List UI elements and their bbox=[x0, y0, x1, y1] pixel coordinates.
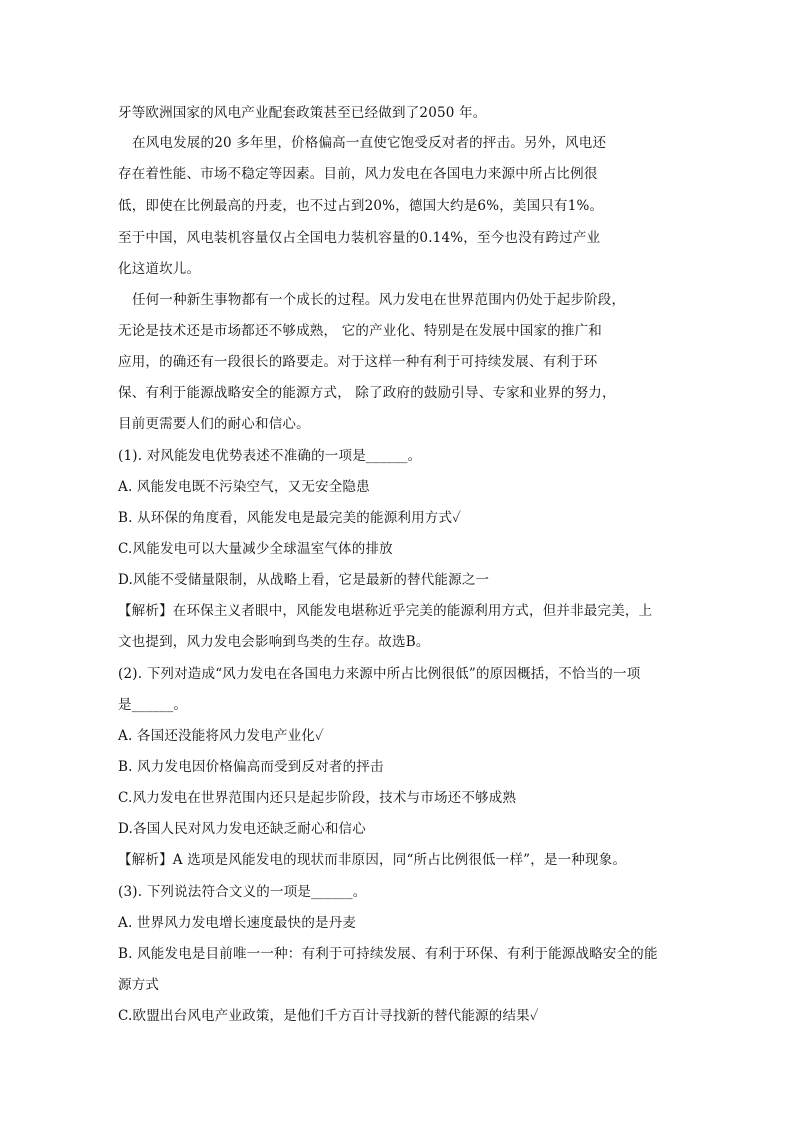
question-1-analysis: 文也提到，风力发电会影响到鸟类的生存。故选B。 bbox=[118, 634, 430, 650]
question-2-stem: (2). 下列对造成“风力发电在各国电力来源中所占比例很低”的原因概括，不恰当的一项 bbox=[118, 666, 641, 682]
question-3-option-b: 源方式 bbox=[118, 977, 160, 993]
question-1-option-b: B. 从环保的角度看，风能发电是最完美的能源利用方式✓ bbox=[118, 510, 462, 526]
question-2-analysis: 【解析】A 选项是风能发电的现状而非原因，同“所占比例很低一样”，是一种现象。 bbox=[118, 852, 627, 868]
paragraph-line: 无论是技术还是市场都还不够成熟， 它的产业化、特别是在发展中国家的推广和 bbox=[118, 323, 602, 339]
question-2-option-d: D.各国人民对风力发电还缺乏耐心和信心 bbox=[118, 821, 366, 837]
question-1-option-c: C.风能发电可以大量减少全球温室气体的排放 bbox=[118, 541, 393, 557]
paragraph-line: 目前更需要人们的耐心和信心。 bbox=[118, 416, 310, 432]
paragraph-line: 低，即使在比例最高的丹麦，也不过占到20%，德国大约是6%，美国只有1%。 bbox=[118, 198, 604, 214]
paragraph-line: 牙等欧洲国家的风电产业配套政策甚至已经做到了2050 年。 bbox=[118, 105, 487, 121]
paragraph-line: 任何一种新生事物都有一个成长的过程。风力发电在世界范围内仍处于起步阶段， bbox=[132, 292, 626, 308]
question-3-option-a: A. 世界风力发电增长速度最快的是丹麦 bbox=[118, 915, 357, 931]
paragraph-line: 至于中国，风电装机容量仅占全国电力装机容量的0.14%，至今也没有跨过产业 bbox=[118, 230, 601, 246]
paragraph-line: 保、有利于能源战略安全的能源方式， 除了政府的鼓励引导、专家和业界的努力， bbox=[118, 385, 616, 401]
question-3-option-c: C.欧盟出台风电产业政策，是他们千方百计寻找新的替代能源的结果✓ bbox=[118, 1008, 539, 1024]
paragraph-line: 在风电发展的20 多年里，价格偏高一直使它饱受反对者的抨击。另外，风电还 bbox=[132, 135, 607, 151]
question-2-option-c: C.风力发电在世界范围内还只是起步阶段，技术与市场还不够成熟 bbox=[118, 790, 517, 806]
question-2-option-b: B. 风力发电因价格偏高而受到反对者的抨击 bbox=[118, 759, 384, 775]
question-1-stem: (1). 对风能发电优势表述不准确的一项是______。 bbox=[118, 448, 422, 464]
paragraph-line: 应用，的确还有一段很长的路要走。对于这样一种有利于可持续发展、有利于环 bbox=[118, 354, 598, 370]
question-1-option-a: A. 风能发电既不污染空气，又无安全隐患 bbox=[118, 479, 370, 495]
question-3-stem: (3). 下列说法符合文义的一项是______。 bbox=[118, 884, 367, 900]
question-2-stem: 是______。 bbox=[118, 697, 188, 713]
paragraph-line: 存在着性能、市场不稳定等因素。目前，风力发电在各国电力来源中所占比例很 bbox=[118, 166, 598, 182]
question-2-option-a: A. 各国还没能将风力发电产业化✓ bbox=[118, 728, 324, 744]
question-3-option-b: B. 风能发电是目前唯一一种：有利于可持续发展、有利于环保、有利于能源战略安全的能 bbox=[118, 946, 658, 962]
paragraph-line: 化这道坎儿。 bbox=[118, 261, 201, 277]
question-1-option-d: D.风能不受储量限制，从战略上看，它是最新的替代能源之一 bbox=[118, 572, 490, 588]
question-1-analysis: 【解析】在环保主义者眼中，风能发电堪称近乎完美的能源利用方式，但并非最完美，上 bbox=[118, 603, 653, 619]
